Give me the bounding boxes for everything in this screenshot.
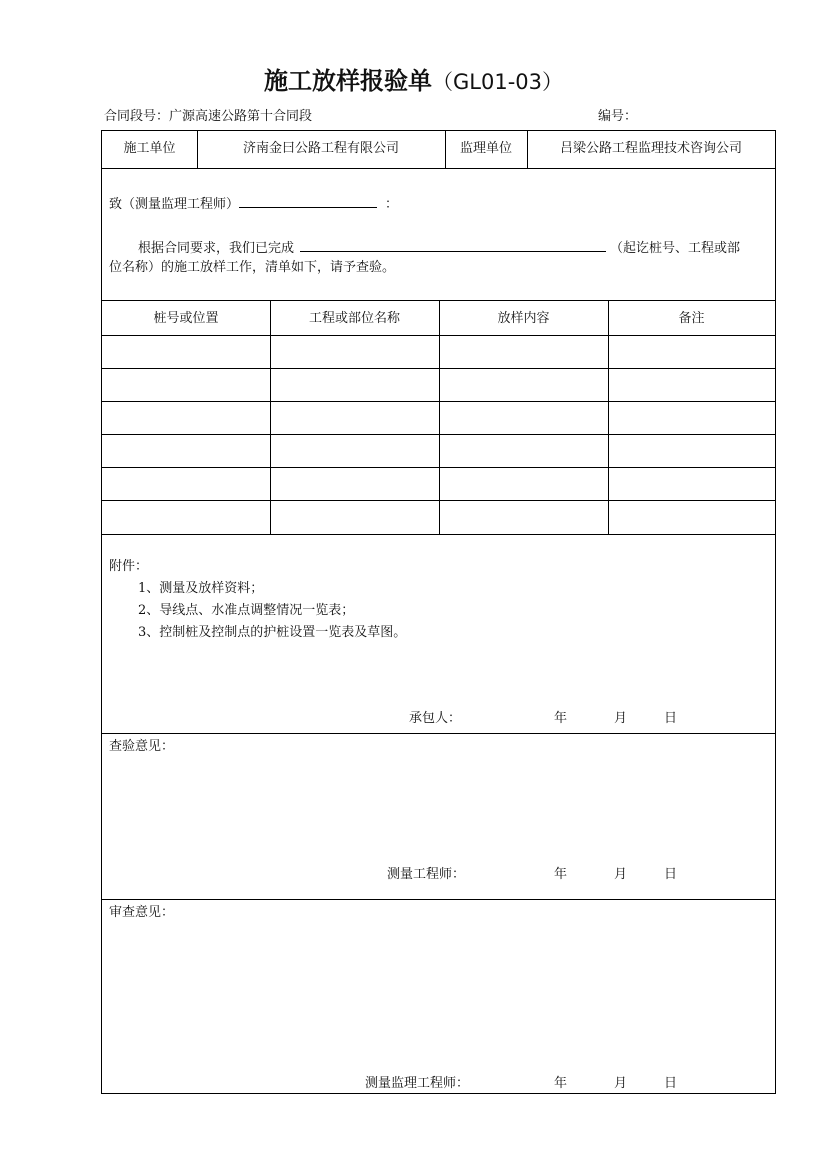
- construction-unit-value: 济南金曰公路工程有限公司: [242, 141, 399, 156]
- table-header-setout-content: 放样内容: [497, 311, 550, 326]
- month-label: 月: [614, 711, 628, 726]
- attachments-title: 附件：: [109, 559, 149, 574]
- contractor-signature-label: 承包人：: [409, 711, 462, 726]
- divider: [102, 899, 775, 900]
- year-label: 年: [554, 1076, 568, 1091]
- month-label: 月: [614, 867, 628, 882]
- day-label: 日: [664, 711, 678, 726]
- attachment-item: 3、控制桩及控制点的护桩设置一览表及草图。: [138, 625, 407, 640]
- contract-section: 合同段号：广源高速公路第十合同段: [104, 109, 313, 124]
- table-header-part-name: 工程或部位名称: [308, 311, 400, 326]
- construction-unit-label: 施工单位: [123, 141, 176, 156]
- day-label: 日: [664, 1076, 678, 1091]
- number-label: 编号：: [598, 109, 638, 124]
- form-code: （GL01-03）: [432, 70, 563, 94]
- table-header-pile-position: 桩号或位置: [153, 311, 219, 326]
- review-opinion-label: 审查意见：: [109, 905, 175, 920]
- day-label: 日: [664, 867, 678, 882]
- divider: [102, 733, 775, 734]
- divider: [102, 500, 775, 501]
- table-header-remarks: 备注: [678, 311, 705, 326]
- survey-supervisor-signature-label: 测量监理工程师：: [365, 1076, 470, 1091]
- divider: [102, 434, 775, 435]
- letter-body-suffix: （起讫桩号、工程或部: [610, 241, 741, 256]
- divider: [102, 467, 775, 468]
- divider: [102, 401, 775, 402]
- letter-body-prefix: 根据合同要求，我们已完成: [138, 241, 295, 256]
- divider: [102, 168, 775, 169]
- attachment-item: 2、导线点、水准点调整情况一览表；: [138, 603, 355, 618]
- month-label: 月: [614, 1076, 628, 1091]
- attachment-item: 1、测量及放样资料；: [138, 581, 264, 596]
- year-label: 年: [554, 867, 568, 882]
- addressee-suffix: ：: [385, 197, 399, 212]
- completed-work-blank[interactable]: [300, 237, 606, 252]
- divider: [102, 335, 775, 336]
- letter-body-line1: [138, 237, 740, 258]
- supervision-unit-label: 监理单位: [459, 141, 512, 156]
- addressee-prefix: 致（测量监理工程师）: [109, 197, 240, 212]
- addressee-blank[interactable]: [239, 193, 377, 208]
- page-title: [0, 64, 827, 99]
- supervision-unit-value: 吕梁公路工程监理技术咨询公司: [559, 141, 742, 156]
- form-title: 施工放样报验单: [264, 67, 432, 95]
- letter-body-line2: 位名称）的施工放样工作，清单如下，请予查验。: [109, 260, 396, 275]
- inspection-opinion-label: 查验意见：: [109, 739, 175, 754]
- addressee-line: [109, 193, 398, 214]
- divider: [102, 534, 775, 535]
- surveyor-signature-label: 测量工程师：: [387, 867, 466, 882]
- year-label: 年: [554, 711, 568, 726]
- inspection-form: [101, 130, 776, 1094]
- divider: [102, 368, 775, 369]
